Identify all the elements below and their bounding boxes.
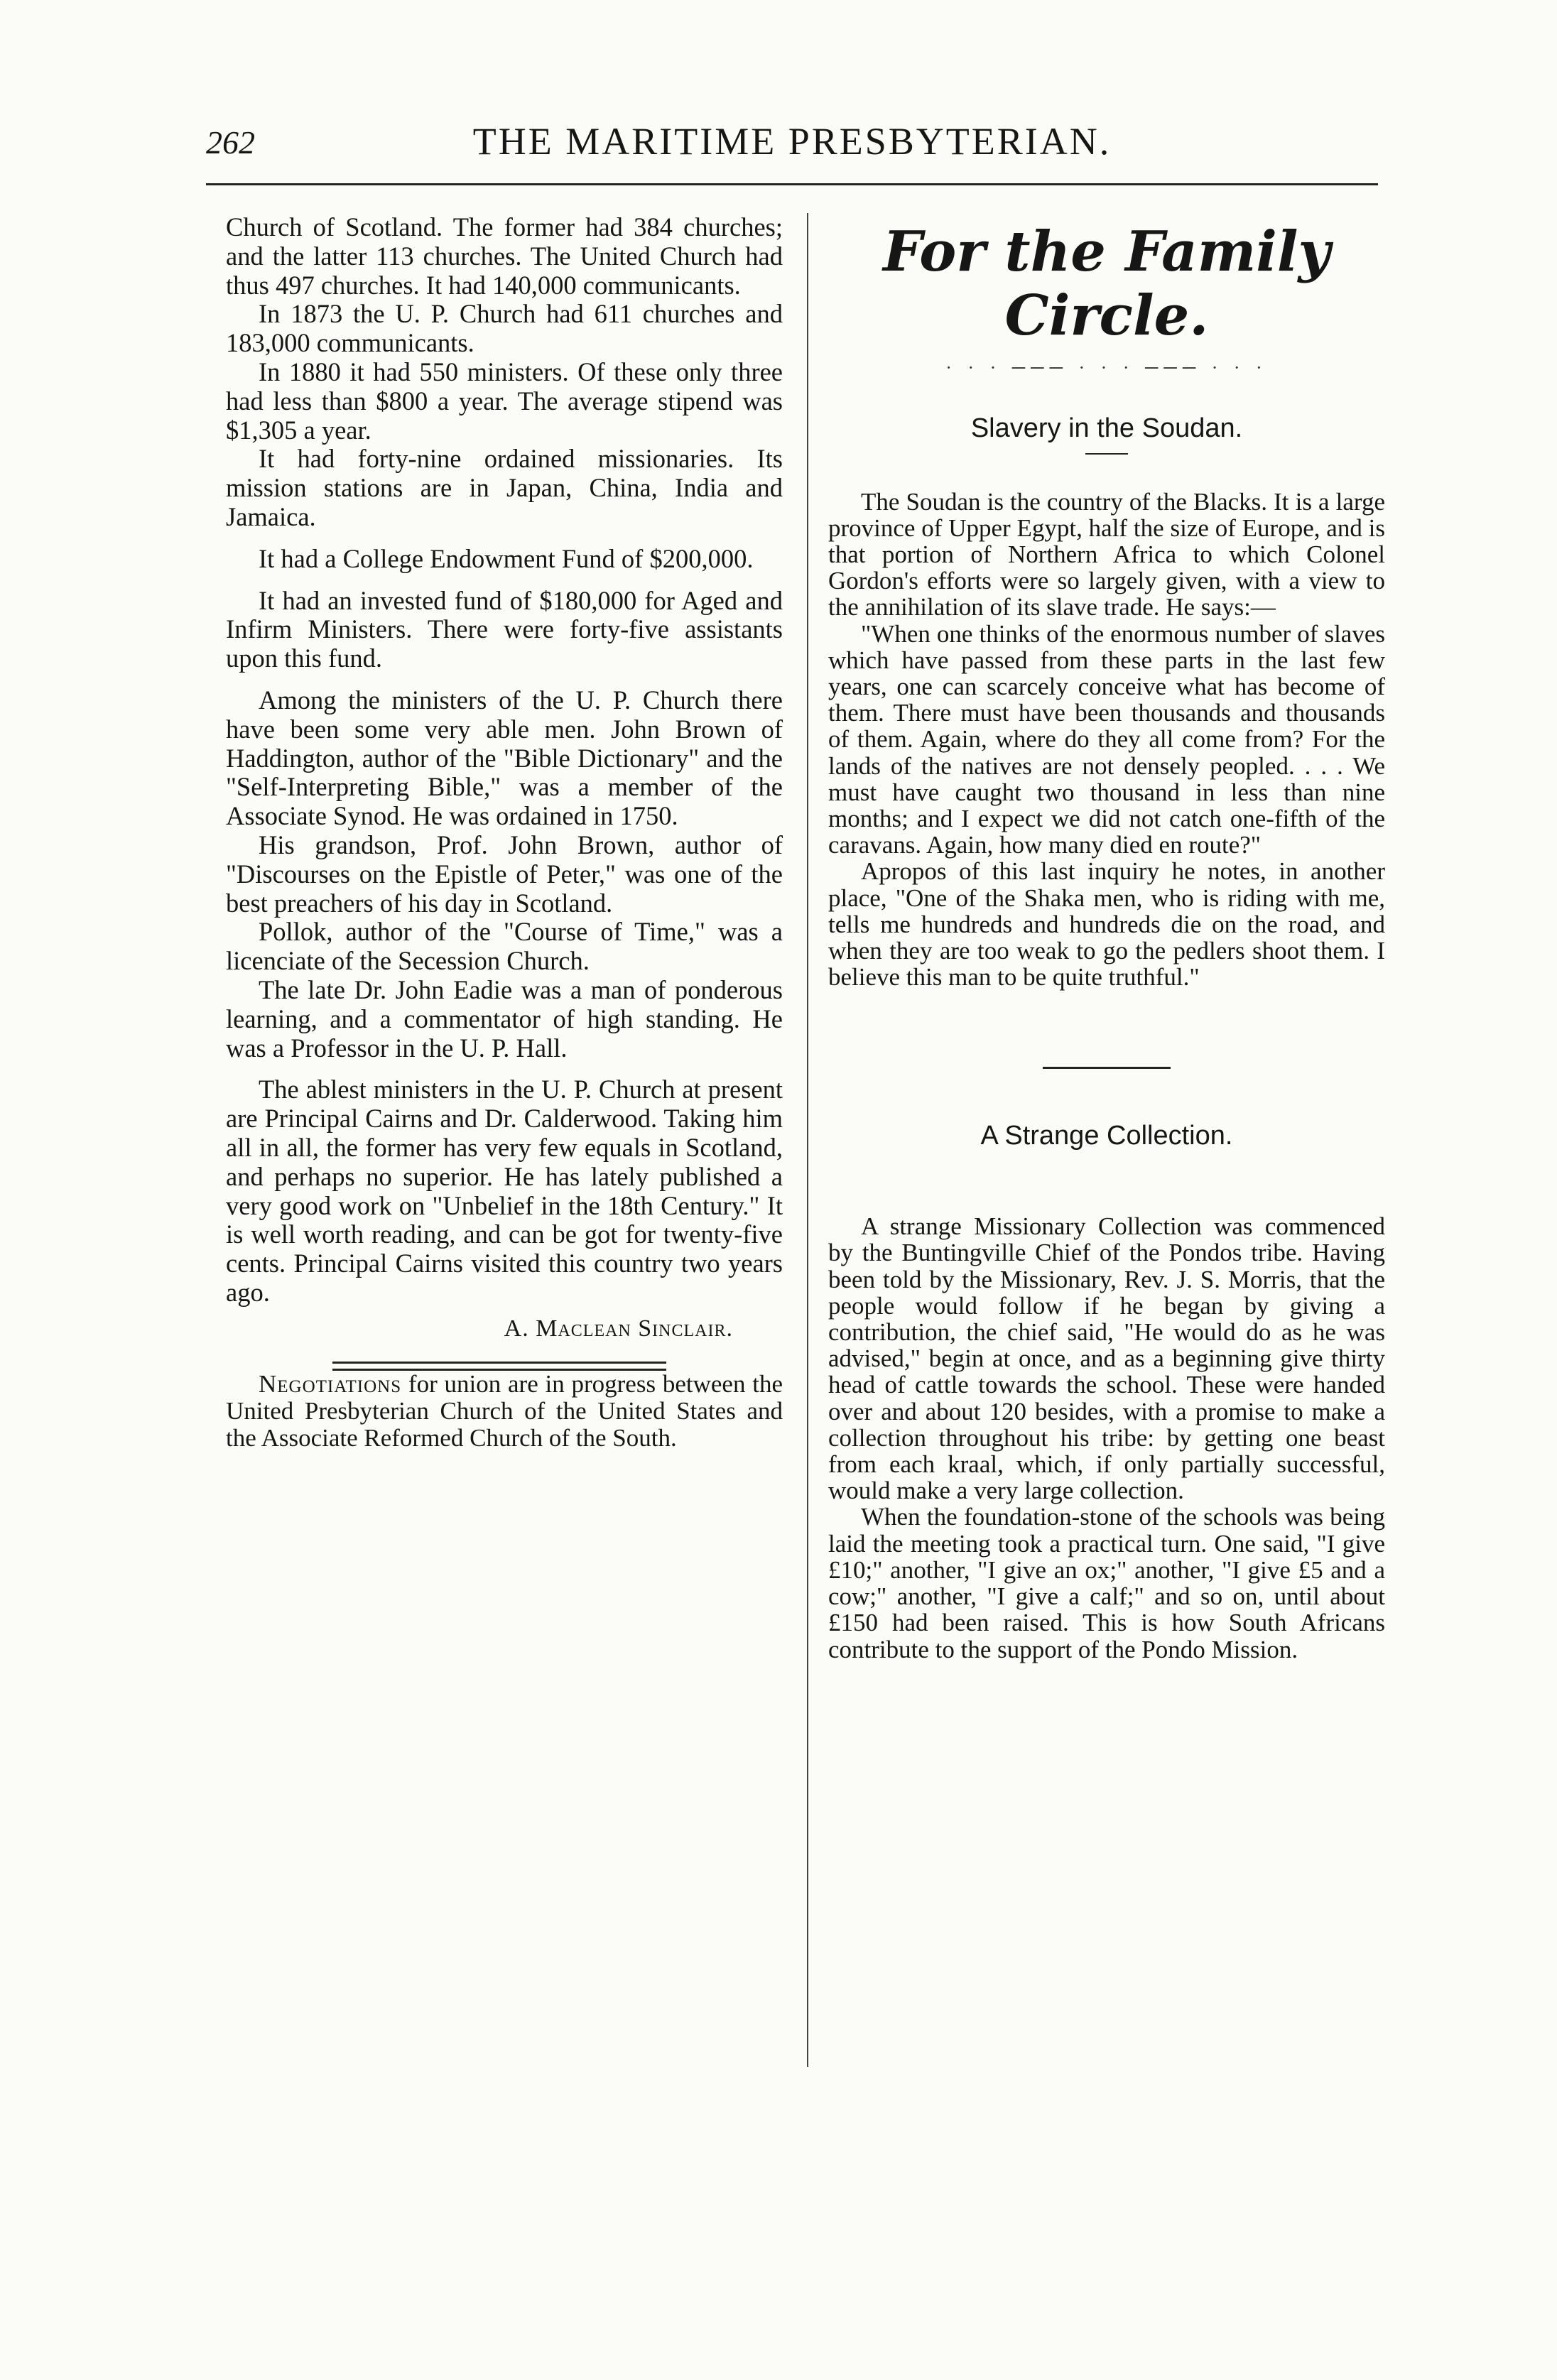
- paragraph: Pollok, author of the "Course of Time," was a licenciate of the Secession Church.: [226, 917, 783, 976]
- left-column: [226, 213, 783, 1452]
- paragraph: A strange Missionary Collection was commenced by the Buntingville Chief of the Pondos tribe. Having been told by the Missionary, Rev. J. S. Morris, that the people would follow if he began by giving a contribution, the chief said, "He would do as he was advised," begin at once, and as a beginning give thirty head of cattle towards the school. These were handed over and about 120 besides, with a promise to make a collection throughout his tribe: by getting one beast from each kraal, which, if only partially successful, would make a very large collection.: [828, 1212, 1385, 1505]
- paragraph: The ablest ministers in the U. P. Church at present are Principal Cairns and Dr. Calderwood. Taking him all in all, the former has very few equals in Scotland, and perhaps no superior. He has lately published a very good work on "Unbelief in the 18th Century." It is well worth reading, and can be got for twenty-five cents. Principal Cairns visited this country two years ago.: [226, 1075, 783, 1307]
- author-signature: A. Maclean Sinclair.: [504, 1315, 733, 1342]
- paragraph: The late Dr. John Eadie was a man of ponderous learning, and a commentator of high standing. He was a Professor in the U. P. Hall.: [226, 974, 783, 1063]
- paragraph: It had an invested fund of $180,000 for Aged and Infirm Ministers. There were forty-five assistants upon this fund.: [226, 585, 783, 673]
- page-number: 262: [206, 124, 255, 161]
- article-title-collection: A Strange Collection.: [980, 1121, 1233, 1151]
- article-title-slavery: Slavery in the Soudan.: [970, 413, 1243, 443]
- paragraph: In 1873 the U. P. Church had 611 churches and 183,000 communicants.: [226, 299, 783, 358]
- paragraph: Church of Scotland. The former had 384 churches; and the latter 113 churches. The United Church had thus 497 churches. It had 140,000 communicants.: [226, 212, 783, 300]
- page-header: [206, 114, 1378, 170]
- title-rule: [1085, 453, 1128, 455]
- paragraph: In 1880 it had 550 ministers. Of these only three had less than $800 a year. The average stipend was $1,305 a year.: [226, 357, 783, 445]
- section-rule: [1043, 1067, 1171, 1069]
- paragraph: His grandson, Prof. John Brown, author of "Discourses on the Epistle of Peter," was one of the best preachers of his day in Scotland.: [226, 830, 783, 918]
- section-title: For the Family Circle.: [883, 219, 1330, 348]
- paragraph: Apropos of this last inquiry he notes, in another place, "One of the Shaka men, who is riding with me, tells me hundreds and hundreds die on the road, and when they are too weak to go the pedlers shoot them. I believe this man to be quite truthful.": [828, 857, 1385, 991]
- ornament-flourish: · · · ─── · · · ─── · · ·: [945, 357, 1268, 378]
- paragraph: It had a College Endowment Fund of $200,000.: [259, 543, 754, 573]
- negotiations-note: [226, 1371, 783, 1452]
- paragraph: "When one thinks of the enormous number of slaves which have passed from these parts in the last few years, one can scarcely conceive what has become of them. There must have been thousands and thousands of them. Again, where do they all come from? For the lands of the natives are not densely peopled. . . . We must have caught two thousand in less than nine months; and I expect we did not catch one-fifth of the caravans. Again, how many died en route?": [828, 619, 1385, 859]
- paragraph: It had forty-nine ordained missionaries. Its mission stations are in Japan, China, India and Jamaica.: [226, 444, 783, 531]
- right-column: [828, 213, 1385, 1663]
- paragraph: Among the ministers of the U. P. Church there have been some very able men. John Brown of Haddington, author of the "Bible Dictionary" and the "Self-Interpreting Bible," was a member of the Associate Synod. He was ordained in 1750.: [226, 685, 783, 831]
- paragraph: The Soudan is the country of the Blacks. It is a large province of Upper Egypt, half the size of Europe, and is that portion of Northern Africa to which Colonel Gordon's efforts were so largely given, with a view to the annihilation of its slave trade. He says:—: [828, 487, 1385, 621]
- column-divider: [807, 213, 808, 2067]
- negotiations-lead: Negotiations: [259, 1370, 402, 1398]
- header-rule: [206, 183, 1378, 185]
- negotiations-text: for union are in progress between the United Presbyterian Church of the United States and the Associate Reformed Church of the South.: [226, 1370, 783, 1452]
- paragraph: When the foundation-stone of the schools was being laid the meeting took a practical turn. One said, "I give £10;" another, "I give an ox;" another, "I give £5 and a cow;" another, "I give a calf;" and so on, until about £150 had been raised. This is how South Africans contribute to the support of the Pondo Mission.: [828, 1503, 1385, 1663]
- running-title: THE MARITIME PRESBYTERIAN.: [472, 120, 1112, 163]
